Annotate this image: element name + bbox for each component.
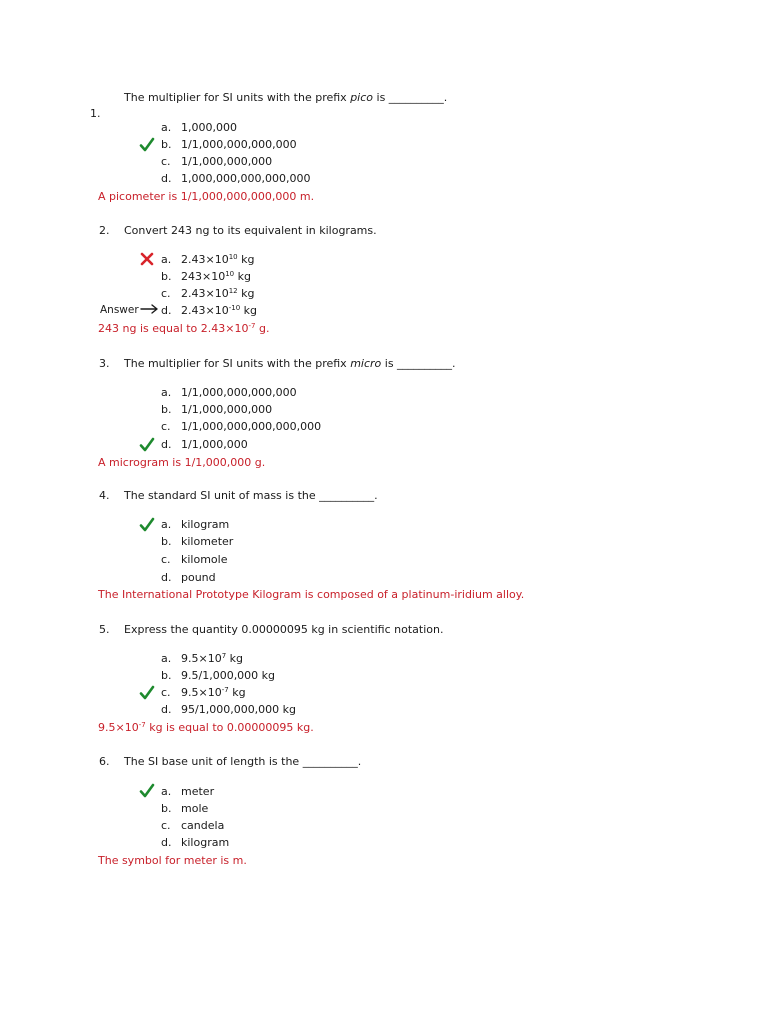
question-4-prompt: The standard SI unit of mass is the __________. [124, 489, 378, 502]
question-2-option-d: d. $2.43\times 10^{-10}$ kg [161, 304, 258, 317]
question-4-option-b: b. kilometer [161, 535, 234, 548]
question-5-option-d: d. 95/1,000,000,000 kg [161, 703, 297, 716]
arrow-right-icon [140, 304, 160, 314]
question-1-option-c: c. 1/1,000,000,000 [161, 155, 273, 168]
question-1-prompt: The multiplier for SI units with the prefix pico is __________. [124, 91, 448, 104]
question-5-option-b: b. 9.5/1,000,000 kg [161, 669, 276, 682]
question-2-option-b: b. $243\times 10^{10}$ kg [161, 270, 251, 283]
question-2-prompt: Convert 243 ng to its equivalent in kilograms. [124, 224, 377, 237]
check-icon [139, 437, 155, 453]
question-2-option-a: a. $2.43\times 10^{10}$ kg [161, 253, 255, 266]
question-1-option-d: d. 1,000,000,000,000,000 [161, 172, 311, 185]
question-6-option-a: a. meter [161, 785, 215, 798]
cross-icon [139, 251, 155, 267]
question-1-number: 1. [90, 107, 101, 120]
question-6-option-c: c. candela [161, 819, 225, 832]
answer-indicator [100, 304, 160, 316]
question-3-number: 3. [99, 357, 110, 370]
question-2-number: 2. [99, 224, 110, 237]
question-4-option-d: d. pound [161, 571, 216, 584]
question-5-prompt: Express the quantity 0.00000095 kg in scientific notation. [124, 623, 444, 636]
question-1-option-a: a. 1,000,000 [161, 121, 237, 134]
check-icon [139, 137, 155, 153]
question-1-option-b: b. 1/1,000,000,000,000 [161, 138, 297, 151]
question-4-option-a: a. kilogram [161, 518, 230, 531]
question-6-number: 6. [99, 755, 110, 768]
check-icon [139, 685, 155, 701]
question-1-explanation: A picometer is 1/1,000,000,000,000 m. [98, 190, 315, 203]
question-3-option-d: d. 1/1,000,000 [161, 438, 248, 451]
question-5-explanation: $9.5\times 10^{-7}$ kg is equal to 0.00000095 kg. [98, 721, 314, 734]
question-4-explanation: The International Prototype Kilogram is composed of a platinum-iridium alloy. [98, 588, 525, 601]
check-icon [139, 517, 155, 533]
answer-label: Answer [100, 304, 139, 316]
question-3-option-b: b. 1/1,000,000,000 [161, 403, 273, 416]
question-3-explanation: A microgram is 1/1,000,000 g. [98, 456, 266, 469]
question-3-option-a: a. 1/1,000,000,000,000 [161, 386, 297, 399]
question-5-number: 5. [99, 623, 110, 636]
question-4-option-c: c. kilomole [161, 553, 228, 566]
question-6-prompt: The SI base unit of length is the __________. [124, 755, 362, 768]
question-2-option-c: c. $2.43\times 10^{12}$ kg [161, 287, 255, 300]
question-6-option-b: b. mole [161, 802, 209, 815]
question-3-option-c: c. 1/1,000,000,000,000,000 [161, 420, 322, 433]
question-6-option-d: d. kilogram [161, 836, 230, 849]
question-2-explanation: 243 ng is equal to $2.43\times 10^{-7}$ g. [98, 322, 270, 335]
question-5-option-a: a. $9.5\times 10^7$ kg [161, 652, 244, 665]
question-6-explanation: The symbol for meter is m. [98, 854, 247, 867]
question-4-number: 4. [99, 489, 110, 502]
question-3-prompt: The multiplier for SI units with the prefix micro is __________. [124, 357, 456, 370]
question-5-option-c: c. $9.5\times 10^{-7}$ kg [161, 686, 246, 699]
check-icon [139, 783, 155, 799]
